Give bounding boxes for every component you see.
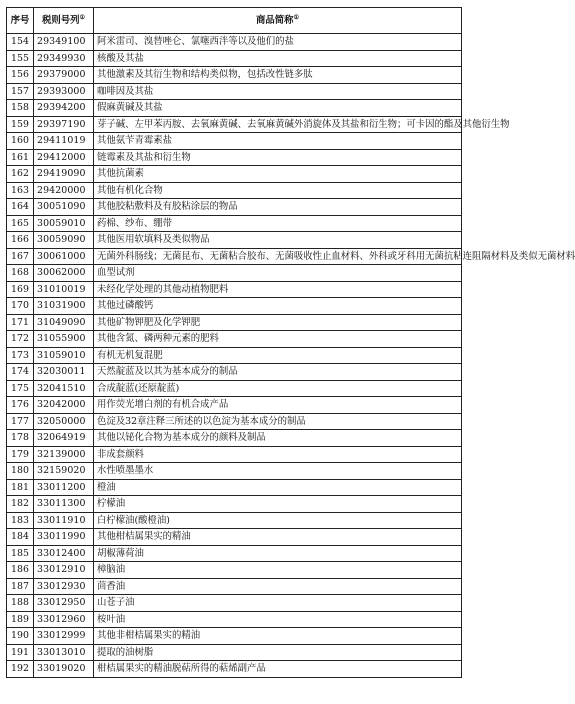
serial-number-cell: 155 — [7, 50, 34, 67]
serial-number-cell: 162 — [7, 166, 34, 183]
tariff-code-cell: 31055900 — [34, 331, 94, 348]
table-row — [7, 215, 462, 232]
tariff-code-cell: 33012950 — [34, 595, 94, 612]
table-row — [7, 479, 462, 496]
tariff-code-cell: 29349100 — [34, 34, 94, 51]
table-row — [7, 50, 462, 67]
serial-number-cell: 187 — [7, 578, 34, 595]
commodity-name-cell: 樟脑油 — [94, 562, 462, 579]
table-row — [7, 100, 462, 117]
commodity-name-cell: 用作荧光增白剂的有机合成产品 — [94, 397, 462, 414]
header-serial-number: 序号 — [7, 8, 34, 34]
table-row — [7, 380, 462, 397]
tariff-code-cell: 29412000 — [34, 149, 94, 166]
table-row — [7, 298, 462, 315]
serial-number-cell: 190 — [7, 628, 34, 645]
commodity-name-cell: 药棉、纱布、绷带 — [94, 215, 462, 232]
serial-number-cell: 171 — [7, 314, 34, 331]
table-row — [7, 133, 462, 150]
serial-number-cell: 161 — [7, 149, 34, 166]
commodity-name-cell: 有机无机复混肥 — [94, 347, 462, 364]
tariff-code-cell: 33012930 — [34, 578, 94, 595]
table-row — [7, 578, 462, 595]
header-commodity-name: 商品简称① — [94, 8, 462, 34]
tariff-code-cell: 33011990 — [34, 529, 94, 546]
commodity-name-cell: 其他胶粘敷料及有胶粘涂层的物品 — [94, 199, 462, 216]
serial-number-cell: 185 — [7, 545, 34, 562]
serial-number-cell: 156 — [7, 67, 34, 84]
table-row — [7, 611, 462, 628]
commodity-name-cell: 其他非柑桔属果实的精油 — [94, 628, 462, 645]
serial-number-cell: 160 — [7, 133, 34, 150]
commodity-table — [6, 7, 575, 678]
table-row — [7, 364, 462, 381]
tariff-code-cell: 32159020 — [34, 463, 94, 480]
serial-number-cell: 158 — [7, 100, 34, 117]
commodity-name-cell: 假麻黄碱及其盐 — [94, 100, 462, 117]
tariff-code-cell: 33019020 — [34, 661, 94, 678]
serial-number-cell: 165 — [7, 215, 34, 232]
tariff-code-cell: 29393000 — [34, 83, 94, 100]
tariff-code-cell: 29349930 — [34, 50, 94, 67]
serial-number-cell: 164 — [7, 199, 34, 216]
tariff-code-cell: 33011910 — [34, 512, 94, 529]
table-row — [7, 248, 462, 265]
serial-number-cell: 186 — [7, 562, 34, 579]
serial-number-cell: 166 — [7, 232, 34, 249]
tariff-code-cell: 33012960 — [34, 611, 94, 628]
tariff-code-cell: 33012999 — [34, 628, 94, 645]
table-row — [7, 397, 462, 414]
table-body — [7, 34, 575, 678]
serial-number-cell: 183 — [7, 512, 34, 529]
tariff-code-cell: 30059090 — [34, 232, 94, 249]
commodity-name-cell: 橙油 — [94, 479, 462, 496]
serial-number-cell: 170 — [7, 298, 34, 315]
table-row — [7, 430, 462, 447]
serial-number-cell: 167 — [7, 248, 34, 265]
commodity-name-cell: 链霉素及其盐和衍生物 — [94, 149, 462, 166]
serial-number-cell: 178 — [7, 430, 34, 447]
serial-number-cell: 177 — [7, 413, 34, 430]
table-row — [7, 496, 462, 513]
tariff-code-cell: 30059010 — [34, 215, 94, 232]
serial-number-cell: 191 — [7, 644, 34, 661]
table-row — [7, 595, 462, 612]
table-row — [7, 545, 462, 562]
commodity-name-cell: 山苍子油 — [94, 595, 462, 612]
tariff-code-cell: 33012400 — [34, 545, 94, 562]
commodity-name-cell: 其他以铋化合物为基本成分的颜料及制品 — [94, 430, 462, 447]
tariff-code-cell: 31059010 — [34, 347, 94, 364]
commodity-name-cell: 天然靛蓝及以其为基本成分的制品 — [94, 364, 462, 381]
commodity-name-cell: 其他含氮、磷两种元素的肥料 — [94, 331, 462, 348]
serial-number-cell: 172 — [7, 331, 34, 348]
tariff-code-cell: 33013010 — [34, 644, 94, 661]
tariff-code-cell: 32139000 — [34, 446, 94, 463]
commodity-name-cell: 色淀及32章注释三所述的以色淀为基本成分的制品 — [94, 413, 462, 430]
table-row — [7, 446, 462, 463]
table-row — [7, 182, 462, 199]
table-row — [7, 463, 462, 480]
tariff-code-cell: 30062000 — [34, 265, 94, 282]
table-row — [7, 347, 462, 364]
commodity-name-cell: 其他抗菌素 — [94, 166, 462, 183]
serial-number-cell: 180 — [7, 463, 34, 480]
serial-number-cell: 182 — [7, 496, 34, 513]
serial-number-cell: 174 — [7, 364, 34, 381]
tariff-code-cell: 32042000 — [34, 397, 94, 414]
table-row — [7, 67, 462, 84]
commodity-name-cell: 桉叶油 — [94, 611, 462, 628]
commodity-name-cell: 血型试剂 — [94, 265, 462, 282]
table-row — [7, 529, 462, 546]
commodity-name-cell: 芽子碱、左甲苯丙胺、去氧麻黄碱、去氧麻黄碱外消旋体及其盐和衍生物；可卡因的酯及其他衍生物 — [94, 116, 462, 133]
serial-number-cell: 175 — [7, 380, 34, 397]
commodity-name-cell: 非成套颜料 — [94, 446, 462, 463]
serial-number-cell: 188 — [7, 595, 34, 612]
table-row — [7, 166, 462, 183]
commodity-name-cell: 核酸及其盐 — [94, 50, 462, 67]
commodity-name-cell: 咖啡因及其盐 — [94, 83, 462, 100]
serial-number-cell: 173 — [7, 347, 34, 364]
serial-number-cell: 192 — [7, 661, 34, 678]
tariff-code-cell: 29411019 — [34, 133, 94, 150]
commodity-name-cell: 阿米雷司、溴替唑仑、氯噻西泮等以及他们的盐 — [94, 34, 462, 51]
table-row — [7, 34, 462, 51]
serial-number-cell: 179 — [7, 446, 34, 463]
commodity-name-cell: 其他矿物钾肥及化学钾肥 — [94, 314, 462, 331]
commodity-name-cell: 茴香油 — [94, 578, 462, 595]
table-row — [7, 281, 462, 298]
table-row — [7, 331, 462, 348]
serial-number-cell: 159 — [7, 116, 34, 133]
tariff-code-cell: 32030011 — [34, 364, 94, 381]
tariff-code-cell: 33011300 — [34, 496, 94, 513]
commodity-name-cell: 白柠檬油(酸橙油) — [94, 512, 462, 529]
table-row — [7, 562, 462, 579]
tariff-code-cell: 29394200 — [34, 100, 94, 117]
tariff-code-cell: 31049090 — [34, 314, 94, 331]
tariff-code-cell: 29379000 — [34, 67, 94, 84]
serial-number-cell: 189 — [7, 611, 34, 628]
serial-number-cell: 181 — [7, 479, 34, 496]
commodity-name-cell: 柠檬油 — [94, 496, 462, 513]
tariff-code-cell: 30061000 — [34, 248, 94, 265]
serial-number-cell: 157 — [7, 83, 34, 100]
commodity-name-cell: 其他激素及其衍生物和结构类似物，包括改性链多肽 — [94, 67, 462, 84]
commodity-name-cell: 其他医用软填料及类似物品 — [94, 232, 462, 249]
serial-number-cell: 169 — [7, 281, 34, 298]
serial-number-cell: 154 — [7, 34, 34, 51]
tariff-code-cell: 32050000 — [34, 413, 94, 430]
serial-number-cell: 163 — [7, 182, 34, 199]
commodity-name-cell: 其他过磷酸钙 — [94, 298, 462, 315]
tariff-code-cell: 31010019 — [34, 281, 94, 298]
commodity-name-cell: 合成靛蓝(还原靛蓝) — [94, 380, 462, 397]
table-row — [7, 83, 462, 100]
tariff-code-cell: 33012910 — [34, 562, 94, 579]
commodity-name-cell: 柑桔属果实的精油脱萜所得的萜烯副产品 — [94, 661, 462, 678]
commodity-name-cell: 提取的油树脂 — [94, 644, 462, 661]
serial-number-cell: 176 — [7, 397, 34, 414]
commodity-name-cell: 其他氨苄青霉素盐 — [94, 133, 462, 150]
commodity-name-cell: 未经化学处理的其他动植物肥料 — [94, 281, 462, 298]
footnote-marker: ① — [293, 13, 299, 21]
header-tariff-code: 税则号列① — [34, 8, 94, 34]
serial-number-cell: 168 — [7, 265, 34, 282]
tariff-code-cell: 29420000 — [34, 182, 94, 199]
tariff-code-cell: 32064919 — [34, 430, 94, 447]
table-row — [7, 628, 462, 645]
footnote-marker: ① — [79, 13, 85, 21]
table-row — [7, 265, 462, 282]
commodity-name-cell: 无菌外科肠线；无菌昆布、无菌粘合胶布、无菌吸收性止血材料、外科或牙科用无菌抗粘连阻隔材料及类似无菌材料 — [94, 248, 462, 265]
table-row — [7, 644, 462, 661]
table-row — [7, 413, 462, 430]
commodity-name-cell: 胡椒薄荷油 — [94, 545, 462, 562]
table-row — [7, 232, 462, 249]
table-row — [7, 314, 462, 331]
tariff-code-cell: 30051090 — [34, 199, 94, 216]
tariff-code-cell: 33011200 — [34, 479, 94, 496]
serial-number-cell: 184 — [7, 529, 34, 546]
table-row — [7, 661, 462, 678]
table-row — [7, 116, 462, 133]
commodity-name-cell: 其他有机化合物 — [94, 182, 462, 199]
table-row — [7, 149, 462, 166]
commodity-name-cell: 水性喷墨墨水 — [94, 463, 462, 480]
tariff-code-cell: 32041510 — [34, 380, 94, 397]
table-row — [7, 512, 462, 529]
tariff-code-cell: 29419090 — [34, 166, 94, 183]
commodity-name-cell: 其他柑桔属果实的精油 — [94, 529, 462, 546]
tariff-code-cell: 31031900 — [34, 298, 94, 315]
table-row — [7, 199, 462, 216]
table-header-row — [7, 8, 462, 34]
tariff-code-cell: 29397190 — [34, 116, 94, 133]
